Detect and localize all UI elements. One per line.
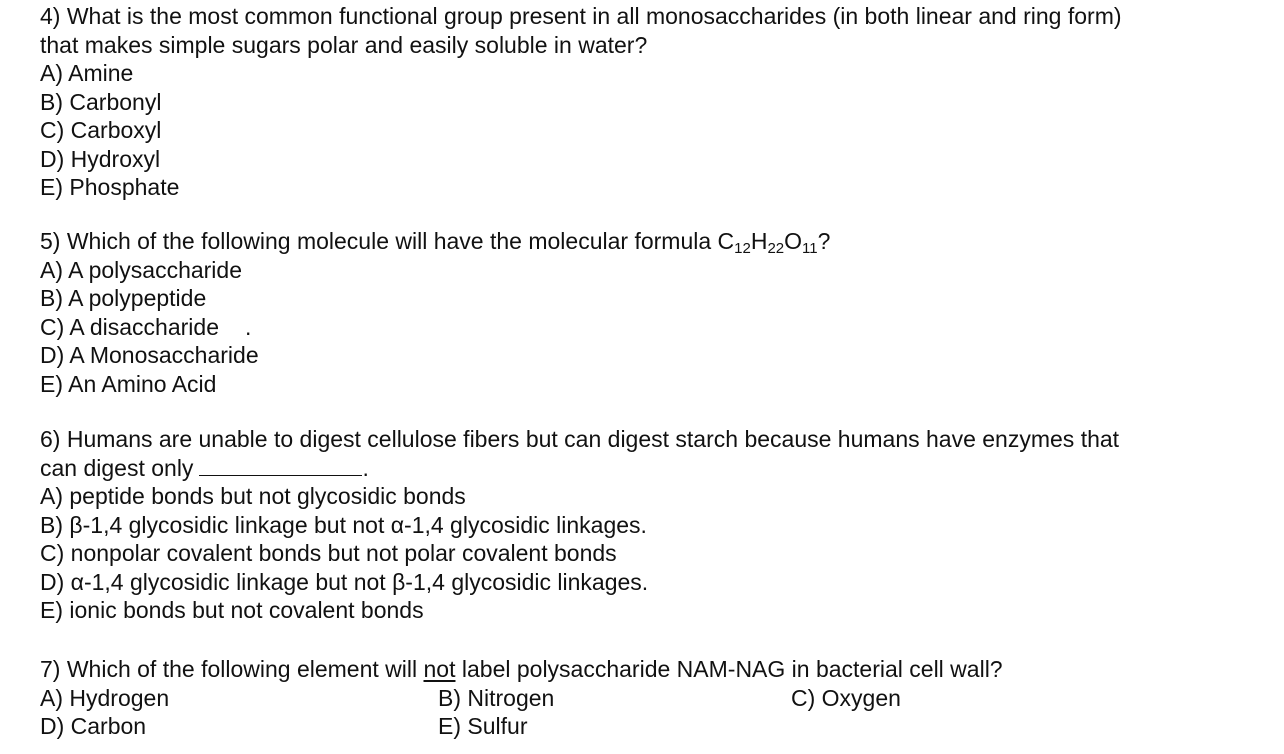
question-4	[40, 2, 1260, 202]
stray-mark: .	[244, 313, 252, 340]
question-6-option-d: D) α-1,4 glycosidic linkage but not β-1,4 glycosidic linkages.	[40, 568, 649, 595]
formula-hydrogen: H	[750, 228, 768, 254]
question-5-option-e: E) An Amino Acid	[40, 370, 217, 397]
question-6-option-e: E) ionic bonds but not covalent bonds	[40, 597, 424, 623]
question-6-option-b: B) β-1,4 glycosidic linkage but not α-1,4 glycosidic linkages.	[40, 511, 647, 538]
question-5-stem-end: ?	[817, 228, 831, 254]
question-5-stem-text: 5) Which of the following molecule will have the molecular formula C	[40, 228, 735, 254]
question-5	[40, 227, 1260, 398]
question-7-option-c: C) Oxygen	[791, 684, 901, 711]
question-6	[40, 425, 1260, 625]
question-7-stem	[40, 655, 1260, 684]
question-7-option-b: B) Nitrogen	[438, 684, 555, 711]
question-4-option-d: D) Hydroxyl	[40, 145, 161, 172]
question-4-stem-line-2: that makes simple sugars polar and easily soluble in water?	[40, 31, 648, 58]
question-5-option-b: B) A polypeptide	[40, 285, 207, 311]
question-5-option-d: D) A Monosaccharide	[40, 342, 259, 368]
question-4-option-a: A) Amine	[40, 60, 134, 86]
question-5-option-c	[40, 313, 1260, 342]
question-7-stem-underlined: not	[423, 656, 456, 682]
question-7-stem-after: label polysaccharide NAM-NAG in bacterial cell wall?	[455, 656, 1003, 682]
formula-hydrogen-subscript: 22	[767, 240, 785, 257]
question-6-stem-line-2-text: can digest only	[40, 454, 194, 481]
question-6-option-a: A) peptide bonds but not glycosidic bonds	[40, 483, 466, 509]
formula-oxygen-subscript: 11	[802, 240, 818, 257]
question-7-option-e: E) Sulfur	[438, 713, 528, 739]
formula-carbon-subscript: 12	[734, 240, 751, 257]
question-4-stem-line-1: 4) What is the most common functional group present in all monosaccharides (in both linear and ring form)	[40, 3, 1122, 29]
question-7-options-row-2	[40, 712, 1260, 741]
question-7	[40, 655, 1260, 741]
question-4-option-e: E) Phosphate	[40, 174, 180, 200]
question-7-stem-before: 7) Which of the following element will	[40, 656, 424, 682]
formula-oxygen: O	[784, 228, 803, 254]
question-7-options-row-1	[40, 684, 1260, 713]
question-7-option-d: D) Carbon	[40, 713, 147, 739]
question-6-stem-line-1: 6) Humans are unable to digest cellulose fibers but can digest starch because humans have enzymes that	[40, 426, 1120, 452]
question-4-option-b: B) Carbonyl	[40, 88, 162, 115]
question-6-option-c: C) nonpolar covalent bonds but not polar covalent bonds	[40, 540, 617, 566]
question-5-stem	[40, 227, 1260, 256]
question-4-option-c: C) Carboxyl	[40, 117, 162, 143]
question-6-stem-end: .	[362, 454, 369, 481]
question-6-stem-line-2	[40, 454, 1260, 483]
question-5-option-c-text: C) A disaccharide	[40, 313, 219, 340]
question-7-option-a: A) Hydrogen	[40, 684, 170, 711]
question-5-option-a: A) A polysaccharide	[40, 256, 243, 283]
answer-blank	[199, 455, 362, 476]
